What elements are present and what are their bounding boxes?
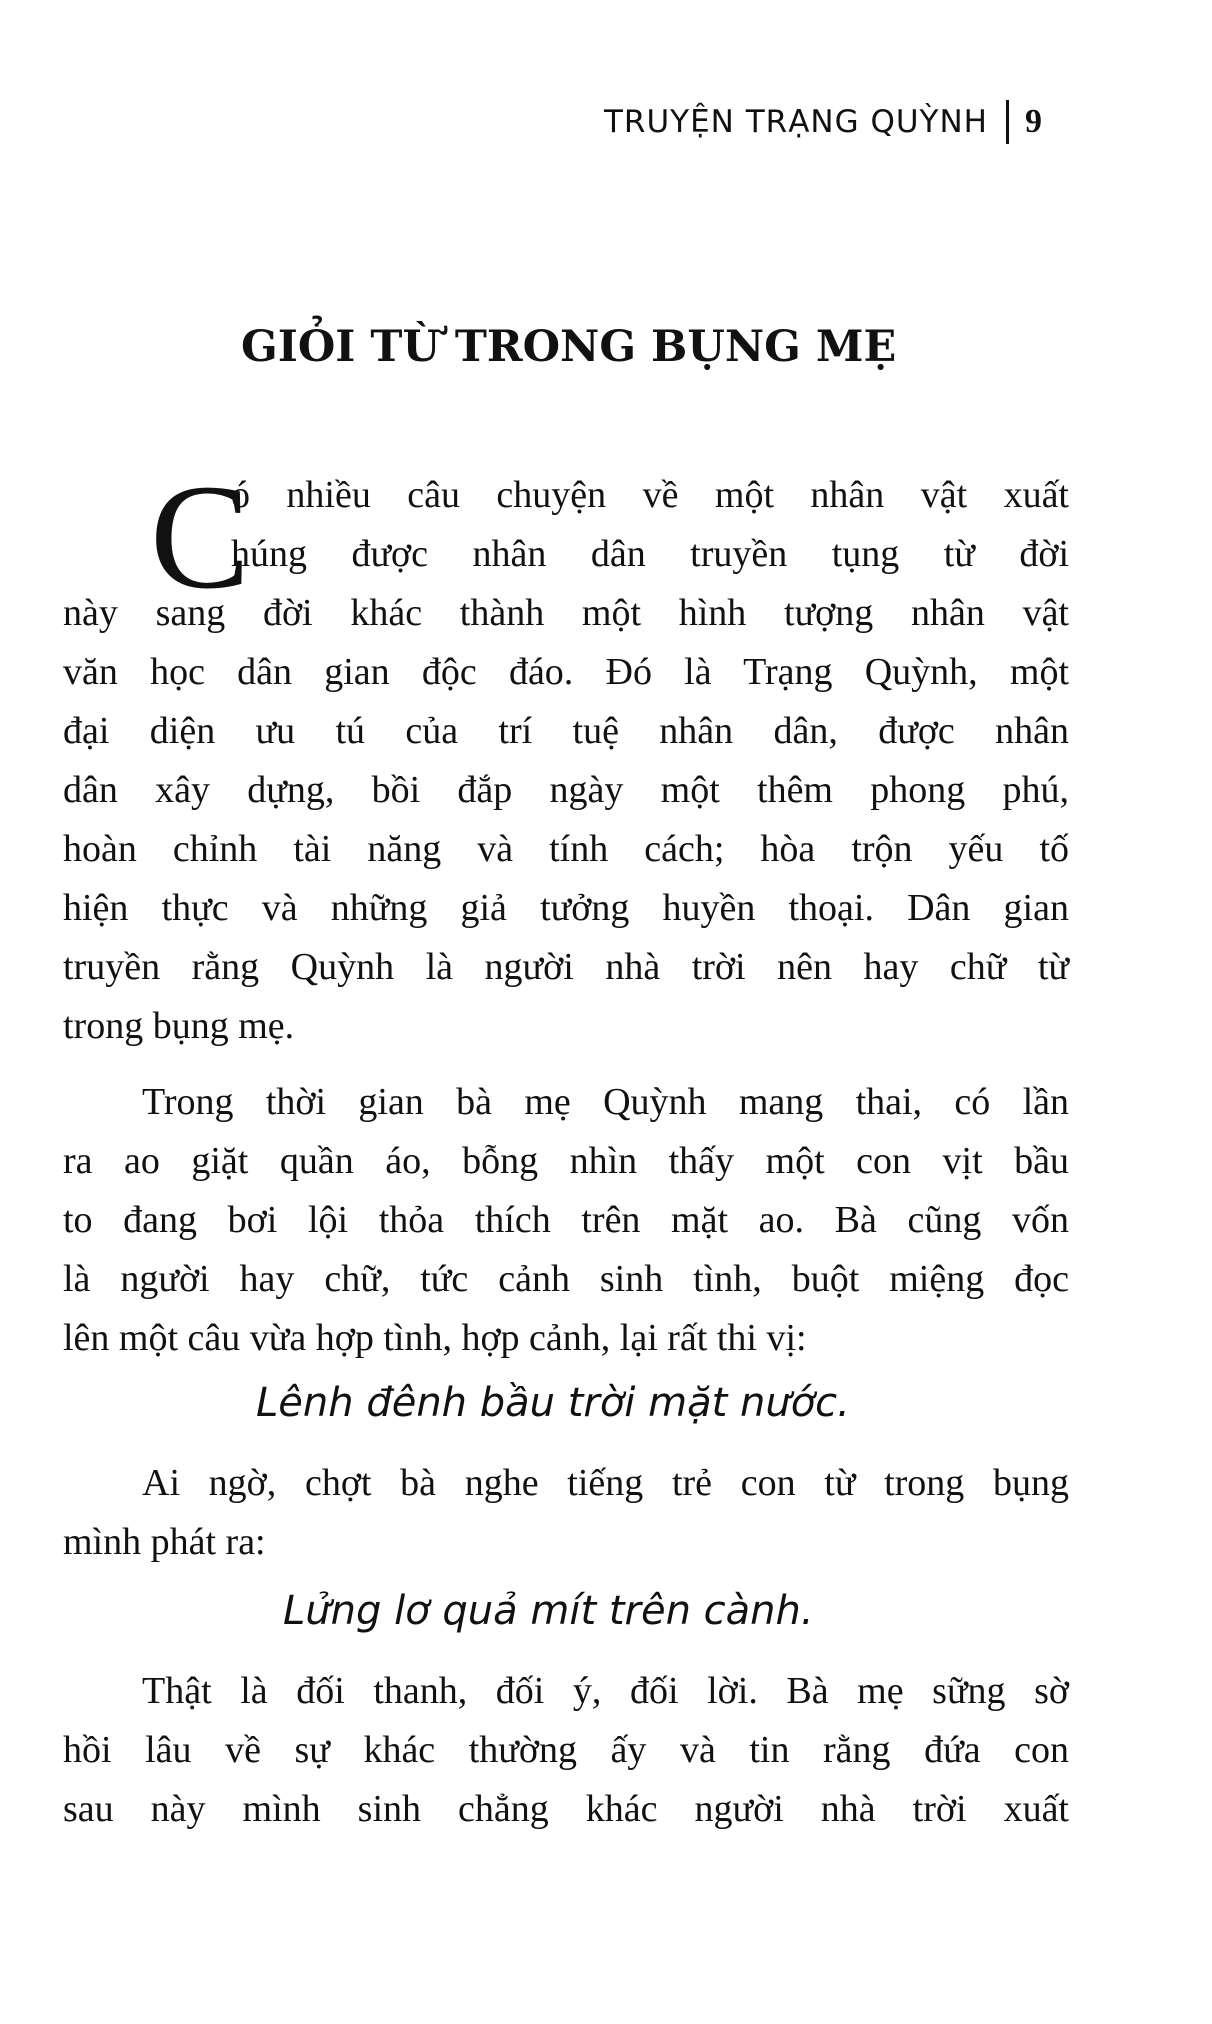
text-line: dân xây dựng, bồi đắp ngày một thêm phong phú, (63, 769, 1069, 811)
text-line: Trong thời gian bà mẹ Quỳnh mang thai, có lần (142, 1081, 1069, 1123)
text-line: húng được nhân dân truyền tụng từ đời (231, 533, 1069, 575)
text-line: ó nhiều câu chuyện về một nhân vật xuất (231, 474, 1069, 516)
text-line: mình phát ra: (63, 1521, 266, 1563)
text-line: văn học dân gian độc đáo. Đó là Trạng Quỳnh, một (63, 651, 1069, 693)
text-line: hoàn chỉnh tài năng và tính cách; hòa trộn yếu tố (63, 828, 1069, 870)
running-title: TRUYỆN TRẠNG QUỲNH (603, 104, 988, 140)
paragraph-2 (63, 1073, 1069, 1368)
chapter-title: GIỎI TỪ TRONG BỤNG MẸ (241, 322, 897, 372)
text-line: hiện thực và những giả tưởng huyền thoại. Dân gian (63, 887, 1069, 929)
text-line: to đang bơi lội thỏa thích trên mặt ao. Bà cũng vốn (63, 1199, 1069, 1241)
paragraph-1-dropcap-lines (231, 466, 1069, 584)
text-line: này sang đời khác thành một hình tượng nhân vật (63, 592, 1069, 634)
running-head (604, 98, 1042, 146)
text-line: ra ao giặt quần áo, bỗng nhìn thấy một con vịt bầu (63, 1140, 1069, 1182)
text-line: đại diện ưu tú của trí tuệ nhân dân, được nhân (63, 710, 1069, 752)
verse-line-1: Lênh đênh bầu trời mặt nước. (256, 1380, 850, 1426)
verse-line-2: Lửng lơ quả mít trên cành. (283, 1588, 814, 1634)
text-line: Thật là đối thanh, đối ý, đối lời. Bà mẹ sững sờ (142, 1670, 1069, 1712)
paragraph-4 (63, 1662, 1069, 1839)
paragraph-1 (63, 584, 1069, 1056)
header-separator (1006, 100, 1009, 144)
page-number: 9 (1025, 103, 1042, 140)
text-line: sau này mình sinh chẳng khác người nhà trời xuất (63, 1788, 1069, 1830)
text-line: trong bụng mẹ. (63, 1005, 295, 1047)
text-line: hồi lâu về sự khác thường ấy và tin rằng đứa con (63, 1729, 1069, 1771)
text-line: lên một câu vừa hợp tình, hợp cảnh, lại rất thi vị: (63, 1317, 807, 1359)
text-line: truyền rằng Quỳnh là người nhà trời nên hay chữ từ (63, 946, 1069, 988)
paragraph-3 (63, 1454, 1069, 1572)
text-line: Ai ngờ, chợt bà nghe tiếng trẻ con từ trong bụng (142, 1462, 1069, 1504)
text-line: là người hay chữ, tức cảnh sinh tình, buột miệng đọc (63, 1258, 1069, 1300)
drop-cap-letter: C (150, 454, 251, 620)
